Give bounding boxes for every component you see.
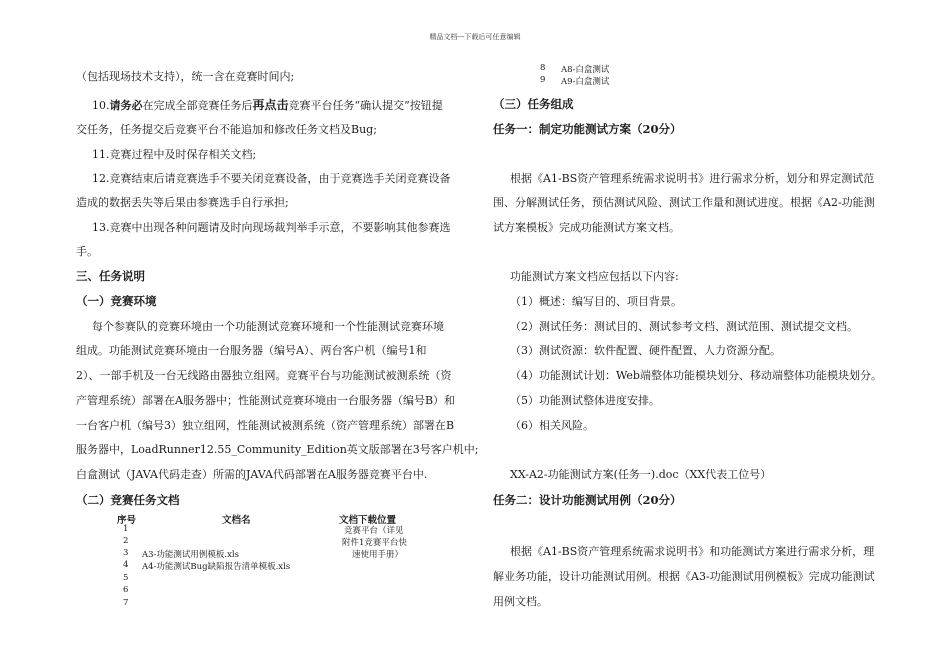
emphasis-text: 请务必	[109, 99, 143, 112]
table-row-no: 8	[540, 63, 546, 73]
table-header-location: 文档下载位置	[339, 515, 397, 526]
paragraph-line: 围、分解测试任务，预估测试风险、测试工作量和测试进度。根据《A2-功能测	[493, 196, 875, 209]
text-line: 造成的数据丢失等后果由参赛选手自行承担;	[76, 196, 289, 209]
table-row-name: A3-功能测试用例模板.xls	[142, 550, 239, 560]
table-header-no: 序号	[117, 515, 137, 526]
text-line: 手。	[76, 245, 98, 258]
list-item: （6）相关风险。	[510, 419, 594, 432]
table-row-no: 4	[123, 560, 129, 570]
location-text: 附件1竞赛平台快	[342, 538, 407, 548]
paragraph-line: 功能测试方案文档应包括以下内容:	[510, 270, 679, 283]
rule-10	[92, 96, 443, 113]
text-line: （包括现场技术支持），统一含在竞赛时间内;	[76, 70, 295, 83]
section-heading: 三、任务说明	[76, 269, 145, 283]
subsection-heading: （三）任务组成	[493, 97, 574, 111]
paragraph-line: 一台客户机（编号3）独立组网，性能测试被测系统（资产管理系统）部署在B	[76, 419, 455, 432]
table-header-name: 文档名	[222, 515, 251, 526]
list-item: （4）功能测试计划：Web端整体功能模块划分、移动端整体功能模块划分。	[510, 369, 882, 382]
table-row-no: 9	[540, 75, 546, 85]
rule-12: 12.竞赛结束后请竞赛选手不要关闭竞赛设备，由于竞赛选手关闭竞赛设备	[92, 172, 451, 185]
list-item: （1）概述：编写目的、项目背景。	[510, 295, 682, 308]
file-name: XX-A2-功能测试方案(任务一).doc（XX代表工位号）	[510, 468, 772, 481]
paragraph-line: 用例文档。	[493, 595, 548, 608]
subsection-heading: （一）竞赛环境	[76, 294, 157, 308]
paragraph-line: 根据《A1-BS资产管理系统需求说明书》进行需求分析，划分和界定测试范	[510, 172, 875, 185]
list-item: （2）测试任务：测试目的、测试参考文档、测试范围、测试提交文档。	[510, 320, 858, 333]
paragraph-line: 每个参赛队的竞赛环境由一个功能测试竞赛环境和一个性能测试竞赛环境	[92, 320, 444, 333]
text-span: 10.	[92, 99, 110, 112]
text-line: 交任务，任务提交后竞赛平台不能追加和修改任务文档及Bug;	[76, 123, 377, 136]
emphasis-text: 再点击	[252, 98, 289, 112]
paragraph-line: 解业务功能，设计功能测试用例。根据《A3-功能测试用例模板》完成功能测试	[493, 570, 875, 583]
table-row-no: 7	[123, 598, 129, 608]
location-text: 竞赛平台（详见	[344, 526, 404, 536]
task-heading: 任务一：制定功能测试方案（20分）	[493, 122, 682, 136]
table-row-name: A8-白盒测试	[561, 65, 610, 75]
text-span: 竞赛平台任务“确认提交”按钮提	[288, 99, 443, 112]
paragraph-line: 试方案模板》完成功能测试方案文档。	[493, 221, 680, 234]
table-row-no: 6	[123, 585, 129, 595]
paragraph-line: 服务器中，LoadRunner12.55_Community_Edition英文版部署在3号客户机中;	[76, 443, 479, 456]
table-row-no: 2	[123, 536, 129, 546]
subsection-heading: （二）竞赛任务文档	[76, 493, 180, 507]
list-item: （3）测试资源：软件配置、硬件配置、人力资源分配。	[510, 344, 781, 357]
rule-13: 13.竞赛中出现各种问题请及时向现场裁判举手示意，不要影响其他参赛选	[92, 221, 451, 234]
paragraph-line: 组成。功能测试竞赛环境由一台服务器（编号A）、两台客户机（编号1和	[76, 344, 427, 357]
table-row-name: A4-功能测试Bug缺陷报告清单模板.xls	[142, 562, 291, 572]
page-header: 精品文档---下载后可任意编辑	[429, 33, 521, 41]
table-row-no: 5	[123, 573, 129, 583]
table-row-no: 1	[123, 524, 129, 534]
list-item: （5）功能测试整体进度安排。	[510, 394, 660, 407]
rule-11: 11.竞赛过程中及时保存相关文档;	[92, 148, 257, 161]
paragraph-line: 2）、一部手机及一台无线路由器独立组网。竞赛平台与功能测试被测系统（资	[76, 369, 452, 382]
table-row-name: A9-白盒测试	[561, 77, 610, 87]
paragraph-line: 白盒测试（JAVA代码走查）所需的JAVA代码部署在A服务器竞赛平台中.	[76, 468, 428, 481]
paragraph-line: 产管理系统）部署在A服务器中；性能测试竞赛环境由一台服务器（编号B）和	[76, 394, 456, 407]
text-span: 在完成全部竞赛任务后	[142, 99, 253, 112]
table-row-no: 3	[123, 548, 129, 558]
task-heading: 任务二：设计功能测试用例（20分）	[493, 493, 682, 507]
location-text: 速使用手册）	[352, 550, 404, 560]
paragraph-line: 根据《A1-BS资产管理系统需求说明书》和功能测试方案进行需求分析，理	[510, 545, 875, 558]
